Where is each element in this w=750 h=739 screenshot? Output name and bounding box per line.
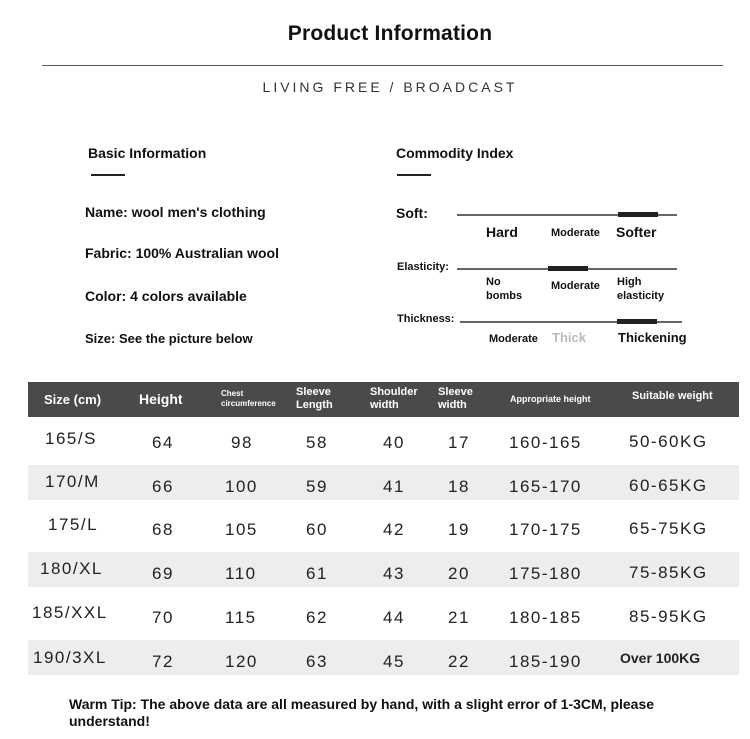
header-shoulder-2: width xyxy=(370,399,399,411)
cell-sleeve-width: 19 xyxy=(448,520,470,539)
table-row xyxy=(28,595,739,630)
product-size-note: Size: See the picture below xyxy=(85,331,253,346)
header-shoulder-1: Shoulder xyxy=(370,386,418,398)
cell-appropriate-height: 180-185 xyxy=(509,608,582,627)
table-row xyxy=(28,465,739,500)
cell-shoulder: 45 xyxy=(383,652,405,671)
cell-sleeve-length: 60 xyxy=(306,520,328,539)
elasticity-right-text-1: High xyxy=(617,276,642,288)
elasticity-left-text-1: No xyxy=(486,276,501,288)
cell-chest: 110 xyxy=(225,564,257,583)
cell-sleeve-length: 58 xyxy=(306,433,328,452)
page-title: Product Information xyxy=(287,22,493,45)
elasticity-mid-text: Moderate xyxy=(551,280,600,292)
product-name: Name: wool men's clothing xyxy=(85,204,266,220)
soft-right-text: Softer xyxy=(616,224,657,240)
elasticity-left-text-2: bombs xyxy=(486,290,523,302)
elasticity-indicator xyxy=(548,266,588,271)
thickness-left-text: Moderate xyxy=(489,333,538,345)
soft-mid-text: Moderate xyxy=(551,227,600,239)
soft-left-text: Hard xyxy=(486,224,518,240)
cell-sleeve-width: 17 xyxy=(448,433,470,452)
elasticity-label: Elasticity: xyxy=(397,261,449,273)
soft-indicator xyxy=(618,212,658,217)
header-appropriate-height: Appropriate height xyxy=(510,394,591,404)
cell-shoulder: 43 xyxy=(383,564,405,583)
brand-subtitle: LIVING FREE / BROADCAST xyxy=(262,79,518,95)
soft-label: Soft: xyxy=(396,205,428,221)
cell-sleeve-length: 63 xyxy=(306,652,328,671)
warm-tip: Warm Tip: The above data are all measured by hand, with a slight error of 1-3CM, please understand! xyxy=(69,696,655,729)
cell-appropriate-height: 160-165 xyxy=(509,433,582,452)
header-size: Size (cm) xyxy=(44,392,102,407)
table-row xyxy=(28,508,739,543)
cell-sleeve-length: 62 xyxy=(306,608,328,627)
header-sleeve-length-1: Sleeve xyxy=(296,386,331,398)
product-fabric: Fabric: 100% Australian wool xyxy=(85,245,279,261)
cell-sleeve-width: 18 xyxy=(448,477,470,496)
header-height: Height xyxy=(139,391,183,407)
product-color: Color: 4 colors available xyxy=(85,288,247,304)
table-row xyxy=(28,552,739,587)
thickness-mid-text: Thick xyxy=(552,330,586,345)
cell-height: 68 xyxy=(152,520,174,539)
cell-height: 64 xyxy=(152,433,174,452)
cell-weight: 75-85KG xyxy=(629,563,708,582)
cell-sleeve-width: 22 xyxy=(448,652,470,671)
cell-chest: 98 xyxy=(231,433,253,452)
cell-shoulder: 42 xyxy=(383,520,405,539)
cell-appropriate-height: 165-170 xyxy=(509,477,582,496)
cell-size: 180/XL xyxy=(40,559,103,578)
cell-height: 69 xyxy=(152,564,174,583)
header-sleeve-width-2: width xyxy=(438,399,467,411)
commodity-index-underline xyxy=(397,174,431,176)
elasticity-right-text-2: elasticity xyxy=(617,290,665,302)
cell-appropriate-height: 175-180 xyxy=(509,564,582,583)
table-row xyxy=(28,640,739,675)
cell-weight: 65-75KG xyxy=(629,519,708,538)
cell-weight: Over 100KG xyxy=(620,650,701,666)
title-divider xyxy=(42,65,723,66)
cell-appropriate-height: 185-190 xyxy=(509,652,582,671)
cell-chest: 115 xyxy=(225,608,257,627)
cell-height: 72 xyxy=(152,652,174,671)
cell-weight: 50-60KG xyxy=(629,432,708,451)
cell-chest: 120 xyxy=(225,652,258,671)
cell-chest: 100 xyxy=(225,477,258,496)
cell-sleeve-length: 61 xyxy=(306,564,328,583)
cell-size: 170/M xyxy=(45,472,100,491)
table-row xyxy=(28,422,739,457)
cell-shoulder: 44 xyxy=(383,608,405,627)
thickness-label: Thickness: xyxy=(397,313,455,325)
thickness-right-text: Thickening xyxy=(618,330,687,345)
cell-shoulder: 41 xyxy=(383,477,405,496)
cell-weight: 60-65KG xyxy=(629,476,708,495)
header-sleeve-width-1: Sleeve xyxy=(438,386,473,398)
cell-chest: 105 xyxy=(225,520,258,539)
cell-height: 66 xyxy=(152,477,174,496)
cell-sleeve-width: 20 xyxy=(448,564,470,583)
basic-info-heading: Basic Information xyxy=(88,145,207,161)
header-chest-2: circumference xyxy=(221,399,276,408)
cell-shoulder: 40 xyxy=(383,433,405,452)
cell-sleeve-length: 59 xyxy=(306,477,328,496)
cell-size: 185/XXL xyxy=(32,603,108,622)
size-table-header xyxy=(28,382,739,417)
cell-size: 165/S xyxy=(45,429,97,448)
header-chest-1: Chest xyxy=(221,389,244,398)
thickness-indicator xyxy=(617,319,657,324)
cell-size: 175/L xyxy=(48,515,99,534)
cell-weight: 85-95KG xyxy=(629,607,708,626)
cell-appropriate-height: 170-175 xyxy=(509,520,582,539)
header-sleeve-length-2: Length xyxy=(296,399,333,411)
basic-info-underline xyxy=(91,174,125,176)
header-suitable-weight: Suitable weight xyxy=(632,390,713,402)
cell-sleeve-width: 21 xyxy=(448,608,470,627)
cell-size: 190/3XL xyxy=(33,648,107,667)
commodity-index-heading: Commodity Index xyxy=(396,145,514,161)
cell-height: 70 xyxy=(152,608,174,627)
